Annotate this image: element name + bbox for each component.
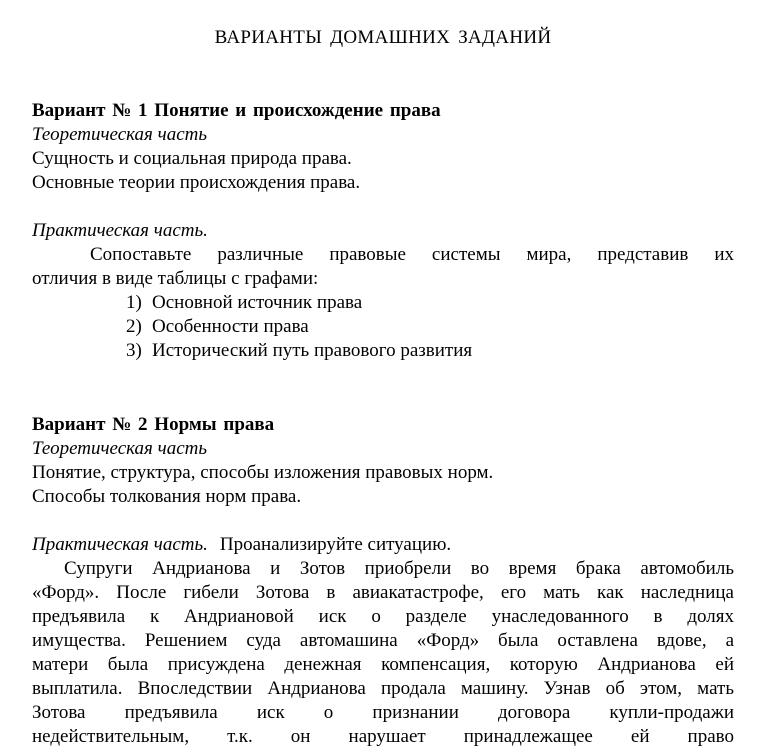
- variant-2-case-line: матери была присуждена денежная компенсация, которую Андрианова ей: [32, 654, 734, 675]
- variant-1-section: [32, 99, 734, 363]
- variant-1-theory-line: Основные теории происхождения права.: [32, 172, 361, 193]
- variant-1-heading: Вариант № 1 Понятие и происхождение права: [32, 100, 441, 121]
- list-item-text: Исторический путь правового развития: [152, 340, 473, 361]
- variant-2-case-line: выплатила. Впоследствии Андрианова продала машину. Узнав об этом, мать: [32, 678, 734, 699]
- list-item: [32, 291, 734, 315]
- list-item-text: Особенности права: [152, 316, 309, 337]
- variant-2-theory-label: Теоретическая часть: [32, 438, 208, 459]
- list-item: [32, 315, 734, 339]
- variant-2-heading: Вариант № 2 Нормы права: [32, 414, 275, 435]
- variant-1-theory-label: Теоретическая часть: [32, 124, 208, 145]
- variant-1-practice-line: Сопоставьте различные правовые системы мира, представив их: [90, 244, 734, 265]
- variant-2-theory-line: Способы толкования норм права.: [32, 486, 302, 507]
- variant-2-theory-line: Понятие, структура, способы изложения правовых норм.: [32, 462, 494, 483]
- variant-2-case-line: Супруги Андрианова и Зотов приобрели во время брака автомобиль: [64, 558, 734, 579]
- variant-2-section: [32, 413, 734, 749]
- variant-1-theory-line: Сущность и социальная природа права.: [32, 148, 352, 169]
- variant-1-practice-line: отличия в виде таблицы с графами:: [32, 268, 319, 289]
- variant-2-case-line: «Форд». После гибели Зотова в авиакатастрофе, его мать как наследница: [32, 582, 734, 603]
- list-item-number: 2): [126, 316, 142, 337]
- variant-2-practice-task: Проанализируйте ситуацию.: [219, 534, 452, 555]
- variant-1-criteria-list: [32, 291, 734, 363]
- variant-2-case-line: предъявила к Андриановой иск о разделе унаследованного в долях: [32, 606, 734, 627]
- variant-2-case-line: Зотова предъявила иск о признании договора купли-продажи: [32, 702, 734, 723]
- list-item: [32, 339, 734, 363]
- variant-2-practice-label: Практическая часть.: [32, 534, 208, 555]
- variant-2-case-line: недействительным, т.к. он нарушает принадлежащее ей право: [32, 726, 734, 747]
- list-item-number: 1): [126, 292, 142, 313]
- variant-2-case-line: имущества. Решением суда автомашина «Форд» была оставлена вдове, а: [32, 630, 734, 651]
- list-item-number: 3): [126, 340, 142, 361]
- variant-1-practice-label: Практическая часть.: [32, 220, 208, 241]
- variant-2-practice-row: [32, 533, 734, 557]
- document-title: ВАРИАНТЫ ДОМАШНИХ ЗАДАНИЙ: [214, 27, 552, 48]
- list-item-text: Основной источник права: [152, 292, 363, 313]
